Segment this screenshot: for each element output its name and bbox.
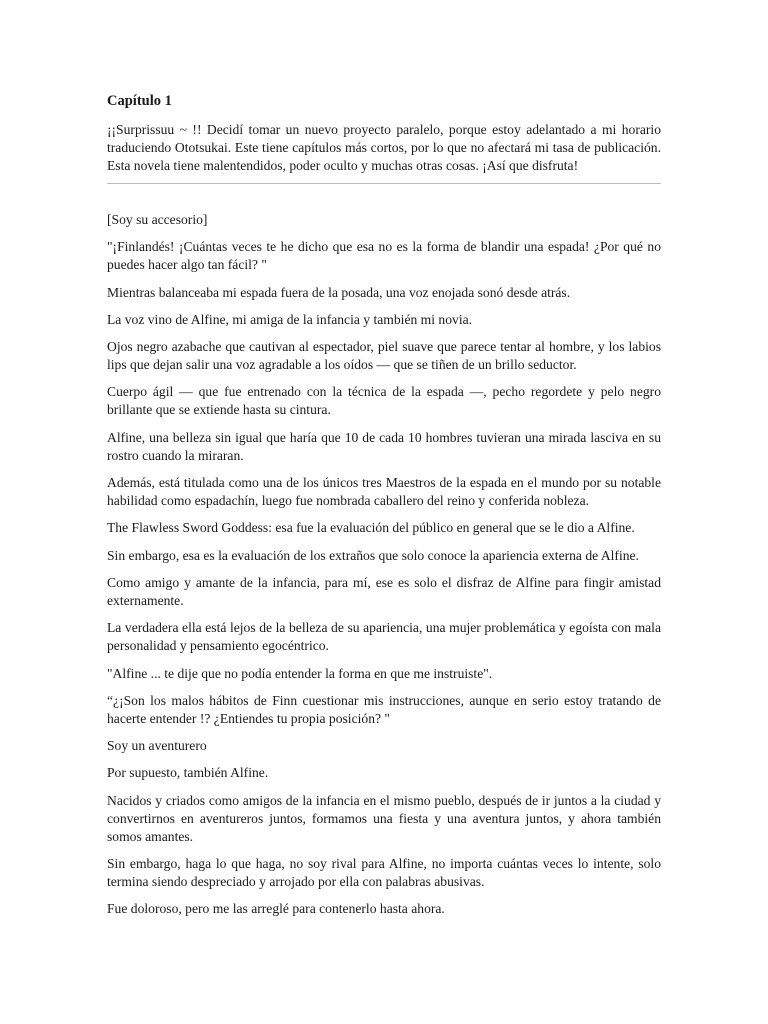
paragraph: "¡Finlandés! ¡Cuántas veces te he dicho que esa no es la forma de blandir una espada! ¿Por qué no puedes hacer algo tan fácil? ": [107, 239, 661, 273]
translator-note: ¡¡Surprissuu ~ !! Decidí tomar un nuevo proyecto paralelo, porque estoy adelantado a mi horario traduciendo Ototsukai. Este tiene capítulos más cortos, por lo que no afectará mi tasa de publicación. Esta novela tiene malentendidos, poder oculto y muchas otras cosas. ¡Así que disfruta!: [107, 122, 661, 173]
paragraph: Por supuesto, también Alfine.: [107, 765, 269, 781]
chapter-body: [107, 211, 661, 928]
paragraph: "Alfine ... te dije que no podía entender la forma en que me instruiste".: [107, 665, 493, 681]
paragraph: “¿¡Son los malos hábitos de Finn cuestionar mis instrucciones, aunque en serio estoy tratando de hacerte entender !? ¿Entiendes tu propia posición? ": [107, 692, 661, 726]
paragraph: Además, está titulada como una de los únicos tres Maestros de la espada en el mundo por su notable habilidad como espadachín, luego fue nombrada caballero del reino y conferida nobleza.: [107, 475, 661, 509]
paragraph: Fue doloroso, pero me las arreglé para contenerlo hasta ahora.: [107, 901, 445, 917]
paragraph: Como amigo y amante de la infancia, para mí, ese es solo el disfraz de Alfine para fingir amistad externamente.: [107, 574, 661, 608]
paragraph: La verdadera ella está lejos de la belleza de su apariencia, una mujer problemática y egoísta con mala personalidad y pensamiento egocéntrico.: [107, 620, 661, 654]
paragraph: Sin embargo, esa es la evaluación de los extraños que solo conoce la apariencia externa de Alfine.: [107, 547, 639, 563]
paragraph: Nacidos y criados como amigos de la infancia en el mismo pueblo, después de ir juntos a la ciudad y convertirnos en aventureros juntos, formamos una fiesta y una aventura juntos, y ahora también somos amantes.: [107, 792, 661, 844]
paragraph: Cuerpo ágil — que fue entrenado con la técnica de la espada —, pecho regordete y pelo negro brillante que se extiende hasta su cintura.: [107, 384, 661, 418]
paragraph: The Flawless Sword Goddess: esa fue la evaluación del público en general que se le dio a Alfine.: [107, 520, 635, 536]
paragraph: Ojos negro azabache que cautivan al espectador, piel suave que parece tentar al hombre, y los labios lips que dejan salir una voz agradable a los oídos — que se tiñen de un brillo seductor.: [107, 339, 661, 373]
section-divider: [107, 183, 661, 184]
paragraph: [Soy su accesorio]: [107, 212, 208, 227]
chapter-title: Capítulo 1: [107, 93, 172, 109]
paragraph: La voz vino de Alfine, mi amiga de la infancia y también mi novia.: [107, 311, 473, 327]
paragraph: Alfine, una belleza sin igual que haría que 10 de cada 10 hombres tuvieran una mirada lasciva en su rostro cuando la miraran.: [107, 429, 661, 463]
paragraph: Mientras balanceaba mi espada fuera de la posada, una voz enojada sonó desde atrás.: [107, 284, 571, 300]
paragraph: Soy un aventurero: [107, 738, 207, 754]
paragraph: Sin embargo, haga lo que haga, no soy rival para Alfine, no importa cuántas veces lo intente, solo termina siendo despreciado y arrojado por ella con palabras abusivas.: [107, 856, 661, 890]
